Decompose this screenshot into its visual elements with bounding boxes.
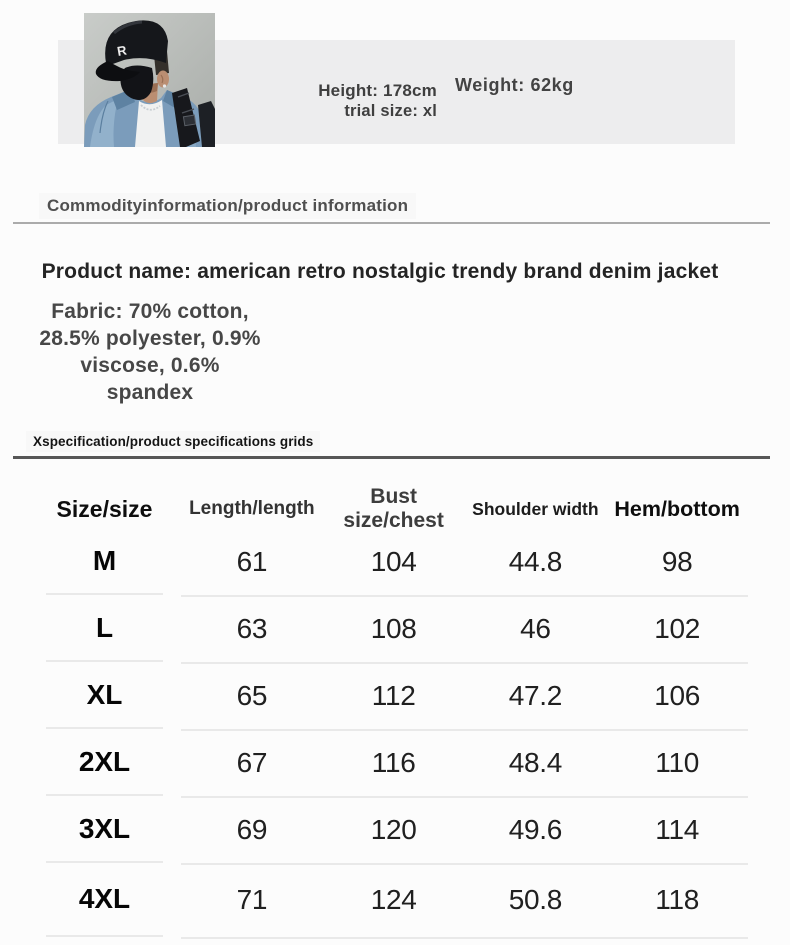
shoulder-value: 50.8 [508, 884, 563, 915]
divider [13, 456, 770, 459]
fabric-line: 28.5% polyester, 0.9% [39, 327, 261, 350]
size-chart-header-row [46, 485, 748, 532]
column-header-bust: Bust size/chest [343, 485, 444, 532]
hem-value: 118 [655, 884, 699, 915]
earring-shape [163, 84, 166, 87]
hem-value: 98 [661, 545, 693, 577]
bust-value: 108 [370, 612, 417, 644]
shoulder-value: 48.4 [508, 746, 563, 778]
bust-value: 120 [370, 813, 417, 845]
size-label: L [46, 595, 163, 662]
fabric-line: spandex [106, 381, 194, 404]
fabric-composition [0, 298, 300, 406]
divider [13, 222, 770, 224]
length-value: 71 [236, 884, 268, 915]
specifications-heading: Xspecification/product specifications grids [26, 431, 320, 452]
length-value: 63 [236, 612, 268, 644]
hem-value: 110 [655, 746, 699, 778]
size-label: 3XL [46, 796, 163, 863]
column-header-length: Length/length [189, 498, 315, 519]
model-weight-label: Weight: 62kg [455, 75, 574, 95]
model-trial-size-label: trial size: xl [344, 102, 437, 120]
size-label: XL [46, 662, 163, 729]
size-row [46, 662, 748, 729]
size-row [46, 729, 748, 796]
cap-logo-letter: R [115, 42, 128, 59]
fabric-line: Fabric: 70% cotton, [51, 300, 249, 323]
size-chart-table [46, 485, 748, 937]
model-height-label: Height: 178cm [318, 81, 437, 100]
product-name: Product name: american retro nostalgic trendy brand denim jacket [41, 260, 719, 283]
model-photo-illustration [84, 13, 215, 147]
size-row [46, 595, 748, 662]
size-label: 4XL [46, 863, 163, 937]
shoulder-value: 46 [520, 612, 551, 644]
size-label: M [46, 528, 163, 595]
bust-value: 112 [371, 679, 416, 711]
column-header-shoulder: Shoulder width [472, 498, 599, 519]
hem-value: 114 [655, 813, 699, 845]
size-label: 2XL [46, 729, 163, 796]
size-row [46, 796, 748, 863]
fabric-line: viscose, 0.6% [80, 354, 220, 377]
model-height-info [275, 81, 437, 122]
product-information-heading: Commodityinformation/product information [39, 193, 416, 219]
shoulder-value: 47.2 [508, 679, 563, 711]
white-tee-shape [135, 100, 166, 147]
bust-value: 104 [370, 545, 417, 577]
bust-value: 124 [370, 884, 417, 915]
hem-value: 106 [654, 679, 701, 711]
model-photo [84, 13, 215, 147]
size-row [46, 863, 748, 937]
length-value: 65 [236, 679, 268, 711]
length-value: 67 [236, 746, 268, 778]
shoulder-value: 49.6 [508, 813, 563, 845]
shoulder-value: 44.8 [508, 545, 563, 577]
length-value: 69 [236, 813, 268, 845]
size-row [46, 528, 748, 595]
hem-value: 102 [654, 612, 701, 644]
column-header-size: Size/size [56, 495, 153, 522]
column-header-hem: Hem/bottom [614, 496, 740, 521]
length-value: 61 [236, 545, 268, 577]
bust-value: 116 [371, 746, 416, 778]
